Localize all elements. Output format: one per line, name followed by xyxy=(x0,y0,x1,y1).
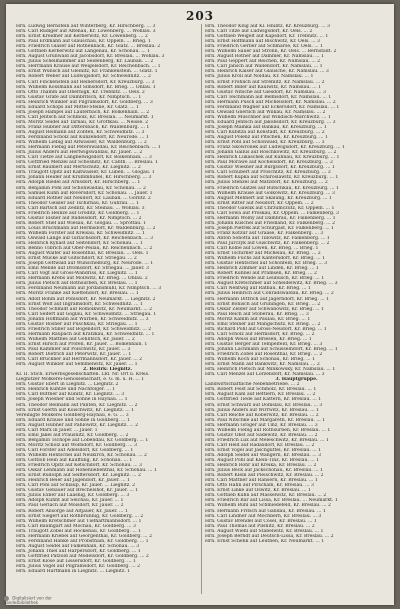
directory-entry: Hrn. Robert Kühnel auf Pramsen, Kr. Brieg. ... 2 xyxy=(205,271,317,277)
directory-entry: Hrn. Julius Vogel auf Pilgramsdorf, Kr. Goldberg. ... 2 xyxy=(16,564,141,570)
directory-entry: Hrn. Emil Mende auf Dromsdorf, Kr. Striegau. ... Jauer. 3 xyxy=(16,266,149,272)
directory-entry: Hrn. Friedrich Heinze auf Gröditz, Kr. Goldberg. ... 1 xyxy=(16,210,140,216)
directory-entry: Hrn. Gustav Brendel auf Cosel, Kr. Breslau. ... 1 xyxy=(205,518,317,524)
directory-entry: Hrn. Friedrich Gerber auf Schmarse, Kr. Oels. ... 1 xyxy=(205,44,324,50)
directory-entry: Hrn. Robert Biller auf Kaulwitz, Kr. Namslau. ... 1 xyxy=(205,84,322,90)
directory-entry: Hrn. Carl Vogt auf Gross-Wandriss, Kr. Liegnitz. ... 1 xyxy=(16,271,138,277)
directory-entry: Hrn. Julius Schellhammer auf Seidenberg, Kr. Lauban. ... 2 xyxy=(16,59,154,65)
directory-entry: Hrn. Moritz Seidel auf Tarnau, Kr. Grottkau. ... Neisse. 2 xyxy=(16,119,149,125)
directory-entry: Hrn. Oswald Gnerlich auf Wilkau, Kr. Namslau. ... 2 xyxy=(205,109,326,115)
directory-entry: Hrn. Julius Anders auf Hertwigswaldau, Kr. Jauer. ... 2 xyxy=(16,150,143,156)
directory-entry: Hrn. Carl Förster auf Adelsdorf, Kr. Goldberg. ... 1 xyxy=(16,447,134,453)
directory-entry: Hrn. Julius Exner auf Laasnig, Kr. Goldberg. ... 3 xyxy=(16,493,130,499)
directory-entry: Landwirtschaftliche Nebenbetriebe. ... 2 xyxy=(205,382,300,388)
directory-entry: Hrn. Julius Heinrich auf Conradswaldau, Kr. Brieg. ... 2 xyxy=(205,291,334,297)
directory-entry: Hrn. Johann Hoffmann auf Würben, Kr. Schweidnitz. ... 3 xyxy=(16,316,149,322)
directory-entry: Hrn. Paul Geppert auf Reichen, Kr. Namslau. ... 2 xyxy=(205,59,321,65)
directory-entry: Hrn. Gustav Hentschel auf Schönfeld, Kr. Brieg. ... 3 xyxy=(205,261,328,267)
directory-entry: Hrn. Gustav Rösner auf Puschkau, Kr. Striegau. ... 1 xyxy=(16,321,138,327)
directory-entry: Hrn. Gottlieb Kuhn auf Masselwitz, Kr. Breslau. ... 2 xyxy=(205,493,327,499)
directory-entry: Hrn. Robert Kupka auf Schiroslawitz, Kr. Kreuzburg. ... 1 xyxy=(205,175,339,181)
directory-entry: Hrn. Gustav Obst auf Sadewitz, Kr. Breslau. ... 2 xyxy=(205,432,318,438)
directory-entry: Hrn. Robert Klein auf Pleischwitz, Kr. Breslau. ... 2 xyxy=(205,473,324,479)
directory-entry: Hrn. Ernst Rudolph auf Seiffersdorf, Kr. Liegnitz. ... 2 xyxy=(16,473,141,479)
directory-entry: Hrn. Ernst Mann auf Bankwitz, Kr. Namslau. ... 2 xyxy=(205,362,320,368)
directory-entry: Hrn. August Mehnert auf Skalung, Kr. Kreuzburg. ... 1 xyxy=(205,195,332,201)
directory-entry: Hrn. Carl Tietze auf Langhelwigsdorf, Kr. Bolkenhain. ... 3 xyxy=(16,155,152,161)
directory-entry: Hrn. Paul Kammler auf Poischwitz, Kr. Jauer. ... 3 xyxy=(16,347,131,352)
directory-entry: Hrn. Hermann Dittrich auf Jägerndorf, Kr. Brieg. ... 1 xyxy=(205,296,330,302)
directory-entry: Hrn. Wilhelm Krause auf Golkowitz, Kr. Kreuzburg. ... 3 xyxy=(205,190,335,196)
directory-entry: Hrn. Hermann Krebs auf Mollwitz, Kr. Brieg. ... Ohlau. 2 xyxy=(16,276,148,282)
directory-entry: Hrn. Friedrich Glatzel auf Butschkau, Kr. Kreuzburg. ... 1 xyxy=(205,185,339,191)
directory-entry: Hrn. Eduard Rother auf Neudorf, Kr. Lauban. ... Görlitz. 2 xyxy=(16,195,151,201)
directory-entry: Hrn. Wilhelm Matthes auf Gohlitsch, Kr. Jauer. ... 2 xyxy=(16,336,135,342)
directory-entry: Hrn. Ernst Bönisch auf Grüningen, Kr. Brieg. ... 2 xyxy=(205,301,321,307)
directory-entry: Hrn. Hermann Fritsch auf Gandau, Kr. Breslau. ... 1 xyxy=(205,508,326,514)
directory-entry: Hrn. Wilhelm Kossmann auf Simsdorf, Kr. Brieg. ... Ohlau. 1 xyxy=(16,84,156,90)
directory-entry: Hrn. Eduard Hartmann in Liegnitz. ... Liegnitz. 1 xyxy=(16,569,131,575)
directory-entry: Hrn. Richard Pohl auf Gross-Neudorf, Kr. Brieg. ... 1 xyxy=(205,326,327,332)
directory-entry: Hrn. Moritz Scholz auf Wolfsdorf, Kr. Goldberg. ... 3 xyxy=(16,442,138,448)
directory-entry: Hrn. August Reimann auf Zobten, Kr. Schweidnitz. ... 3 xyxy=(16,129,145,135)
directory-entry: Hrn. Carl Kubitza auf Konstadt, Kr. Kreuzburg. ... 2 xyxy=(205,129,325,135)
directory-entry: Hrn. Adolf Böhm auf Pohlsdorf, Kr. Neumarkt. ... Liegnitz. 2 xyxy=(16,296,156,302)
directory-entry: Hrn. Moritz Kamm auf Paulau, Kr. Brieg. ... 1 xyxy=(205,316,311,322)
directory-entry: Hrn. Samuel Kühn auf Röversdorf, Kr. Schönau. ... Jauer. 1 xyxy=(16,190,153,196)
directory-entry: Hrn. Benjamin Pohl auf Schönwaldau, Kr. Schönau. ... 2 xyxy=(16,185,146,191)
directory-entry: Hrn. Johann Kuschel auf Friedland, Kr. Falkenberg. ... 2 xyxy=(205,220,336,226)
section-heading: 3. Hauptgruppe. xyxy=(275,377,318,383)
directory-entry: Hrn. Wilhelm Förster auf Kreisau, Kr. Schweidnitz. ... 1 xyxy=(16,230,145,236)
directory-entry: Hrn. Joseph Hampel auf Lauterbach, Kr. Bolkenhain. ... 2 xyxy=(16,109,150,115)
directory-entry: Hrn. Carl Finckenstein auf Reinersdorf, Kr. Kreuzburg. ... 3 xyxy=(16,79,155,85)
directory-entry: Hrn. Carl Seifert auf Goglau, Kr. Schweidnitz. ... Striegau. 1 xyxy=(16,311,157,317)
digitization-footer xyxy=(4,596,52,606)
directory-entry: Hrn. Wilhelm Fuchs auf Kantersdorf, Kr. Brieg. ... 1 xyxy=(205,256,326,262)
directory-entry: Hrn. August Rother auf Dammer, Kr. Namslau. ... 1 xyxy=(205,54,325,60)
directory-entry: Hrn. Wilhelm Fiebig auf Rothsürben, Kr. Breslau. ... 1 xyxy=(205,427,331,433)
directory-entry: Hrn. Joseph Gottwald auf Wünschelburg, Kr. Neurode. ... 1 xyxy=(16,261,154,267)
directory-entry: Hrn. Eduard Jentsch auf Jakobsdorf, Kr. Kreuzburg. ... 3 xyxy=(205,119,336,125)
directory-entry: Hrn. Carl Brückner auf Herrmannsdorf, Kr. Jauer. ... 2 xyxy=(16,357,143,363)
directory-entry: Hrn. Theodor Gawlik auf Chrzumczütz, Kr. Oppeln. ... 1 xyxy=(205,205,335,211)
directory-entry: Hrn. Benno Ulbrich auf Ober-Peilau, Kr. Reichenbach. ... 2 xyxy=(16,246,153,252)
directory-entry: Hrn. Heinrich Kuntze und Nachfolger. ... 1 xyxy=(16,387,116,393)
directory-entry: Hrn. Ernst Tschirner auf Michelau, Kr. Brieg. ... 2 xyxy=(205,251,321,257)
directory-entry: Hrn. Ernst Gierth auf Koischwitz, Kr. Liegnitz. ... 1 xyxy=(16,407,135,413)
directory-entry: Hrn. Gottfried Pätzold auf Modelsdorf, Kr. Goldberg. ... 2 xyxy=(16,553,149,559)
column-divider xyxy=(201,24,202,594)
directory-entry: Hrn. Friedrich Zobel auf Rosenthal, Kr. Brieg. ... 2 xyxy=(205,352,323,358)
directory-entry: Hrn. Paul Reich auf Stoberau, Kr. Brieg. ... 3 xyxy=(205,311,309,317)
directory-entry: Hrn. Ernst Ritter auf Neudorf, Kr. Oppeln. ... 2 xyxy=(205,200,314,206)
directory-entry: Hrn. Ludwig Bernstein auf Winterberg, Kr. Hirschberg. ... 3 xyxy=(16,24,156,29)
directory-entry: Hrn. Ernst Wolf auf Ingramsdorf, Kr. Schweidnitz. ... 1 xyxy=(16,301,143,307)
directory-entry: Hrn. Johann Lachmann auf Schüsselndorf, Kr. Brieg. ... 1 xyxy=(205,347,338,352)
directory-entry: Hrn. Adolph Seidel auf Wangern, Kr. Breslau. ... 3 xyxy=(205,452,322,458)
directory-entry: Hrn. Friedrich Gläser auf Rothenbach, Kr. Glatz. ... Breslau. 2 xyxy=(16,44,161,50)
directory-entry: Hrn. Carl Baumgart auf Mochau, Kr. Goldberg. ... 3 xyxy=(16,523,136,529)
directory-entry: Hrn. Carl Pohl auf Schlaup, Kr. Jauer. ... Liegnitz. 2 xyxy=(16,483,136,489)
directory-entry: Hrn. Carl Lindner auf Mochbern, Kr. Breslau. ... 3 xyxy=(205,513,322,519)
directory-entry: Hrn. Julius Beck auf Jackschönau, Kr. Breslau. ... 1 xyxy=(205,468,324,474)
directory-entry: Hrn. Ferdinand Scholz auf Kunzendorf, Kr. Neurode. ... 1 xyxy=(16,135,149,141)
directory-entry: Hrn. Paul Gerlach auf Moisdorf, Kr. Jauer. ... 2 xyxy=(16,503,124,509)
section-heading: 2. Bezirk: Liegnitz. xyxy=(83,367,132,373)
directory-entry: Hrn. Carl Bartsch auf Zedlitz, Kr. Steinau. ... Wohlau. 3 xyxy=(16,205,145,211)
directory-entry: Hrn. Benjamin Tschöpe auf Lobendau, Kr. Goldberg. ... 1 xyxy=(16,437,149,443)
document-page xyxy=(6,4,394,605)
directory-entry: Hrn. Wilhelm Buhl auf Schmiedefeld, Kr. Breslau. ... 2 xyxy=(205,503,331,509)
directory-entry: Hrn. Heinrich Beier auf Jägendorf, Kr. Jauer. ... 1 xyxy=(16,478,130,484)
directory-entry: Hrn. August Polenz auf Pitschen, Kr. Kreuzburg. ... 1 xyxy=(205,135,328,141)
directory-entry: Hrn. Carl Nentwig auf Rathau, Kr. Brieg. ... 1 xyxy=(205,286,311,292)
directory-entry: Hrn. Wilhelm Sauer auf Stronn, Kr. Oels. ... Bernstadt. 2 xyxy=(205,49,337,55)
directory-entry: Hrn. Friedrich Wende auf Leubusch, Kr. Brieg. ... 1 xyxy=(205,276,325,282)
directory-entry: Hrn. Julius Kroll auf Noldau, Kr. Namslau. ... 1 xyxy=(205,74,314,80)
directory-entry: Hrn. Heinrich Lukaschek auf Kuhnau, Kr. Kreuzburg. ... 1 xyxy=(205,155,340,161)
directory-entry: Hrn. Gustav Gräfe auf Dambritsch, Kr. Nimptsch. ... 1 xyxy=(16,94,142,100)
directory-entry: Hrn. Ernst Fröhlich auf Strehlitz, Kr. Namslau. ... 2 xyxy=(205,79,325,85)
directory-entry: Hrn. Ernst Pohl auf Schönwald, Kr. Kreuzburg. ... 3 xyxy=(205,140,325,146)
directory-entry: Hrn. Adolph Weiss auf Briesen, Kr. Brieg. ... 1 xyxy=(205,336,312,342)
directory-entry: Hrn. Ernst Kreidner auf Kerberwitz, Kr. Löwenberg. ... 2 xyxy=(16,34,148,40)
directory-entry: Hrn. Gottlob Hein auf Kauffung, Kr. Schönau. ... 1 xyxy=(16,458,133,464)
directory-entry: Hrn. Ferdinand Hanke auf Probsthain, Kr. Goldberg. ... 1 xyxy=(16,538,149,544)
directory-entry: Hrn. Emil Jäkel auf Prausnitz, Kr. Goldberg. ... 2 xyxy=(16,432,129,438)
directory-entry: Hrn. Franz Skowronek auf Ludwigsdorf, Kr. Kreuzburg. ... 1 xyxy=(205,145,345,151)
directory-entry: Hrn. Theodor Geisler auf Tschirnau, Kr. Guhrau. ... 1 xyxy=(16,200,139,206)
page-number: 203 xyxy=(185,9,215,23)
directory-entry: Hrn. Friedrich Stiller auf Bögendorf, Kr. Schweidnitz. ... 2 xyxy=(16,326,152,332)
directory-entry: Hrn. Gustav Elsner auf Rudelsdorf, Kr. Nimptsch. ... 2 xyxy=(16,215,142,221)
directory-entry: Hrn. Robert Ansorge auf Altjauer, Kr. Jauer. ... 1 xyxy=(16,508,128,514)
directory-entry: Hrn. Traugott Zobel auf Hockenau, Kr. Goldberg. ... 1 xyxy=(16,528,142,534)
directory-entry: Hrn. Carl Rüdiger auf Altenau, Kr. Löwenberg. ... Wohlau. 3 xyxy=(16,29,156,35)
directory-entry: Hrn. Ernst Baumert auf Mertschütz, Kr. Liegnitz. ... 2 xyxy=(16,165,141,171)
directory-entry: Hrn. Julius Anders auf Wirrwitz, Kr. Breslau. ... 1 xyxy=(205,407,320,413)
directory-entry: Hrn. Oswald Lange auf Girlachsdorf, Kr. Reichenbach. ... 3 xyxy=(16,235,154,241)
directory-entry: Hrn. August Walter auf Rosenthal, Kr. Breslau. ... Oels. 1 xyxy=(16,251,149,257)
directory-entry: Hrn. Gottfried Tiede auf Kattern, Kr. Breslau. ... 1 xyxy=(205,397,322,403)
directory-entry: Hrn. Gustav Nitsche auf Giesdorf, Kr. Namslau. ... 3 xyxy=(205,89,326,95)
directory-entry: Hrn. August Kretschmer auf Scheidelwitz, Kr. Brieg. ... 3 xyxy=(205,281,338,287)
directory-entry: Hrn. August Pohl auf Klein-Tinz, Kr. Breslau. ... 1 xyxy=(205,458,320,464)
directory-entry: Hrn. Paul Morawe auf Kochelsdorf, Kr. Kreuzburg. ... 2 xyxy=(205,160,333,166)
directory-entry: Liegnitzer Molkerei-Genossenschaft, e. G. m. u. H. ... 1 xyxy=(16,377,145,383)
directory-entry: Hrn. Ernst Linke auf Oswitz, Kr. Breslau. ... 1 xyxy=(205,488,311,494)
directory-entry: Hrn. Franz Hübner auf Dittersbach, Kr. Waldenburg. ... 1 xyxy=(16,124,150,130)
directory-entry: Hrn. Carl Schubert auf Proschlitz, Kr. Kreuzburg. ... 3 xyxy=(205,170,331,176)
footer-line-2: Landesbibliothek xyxy=(4,600,39,606)
directory-entry: Hrn. Carl Jentsch auf Schmolz, Kr. Breslau. ... Neumarkt. 1 xyxy=(16,114,154,120)
directory-entry: Hrn. Theodor Reimann auf Panten, Kr. Liegnitz. ... 2 xyxy=(16,402,138,408)
directory-entry: Hrn. Theodor Schmidt auf Romolkwitz, Kr. Neumarkt. ... 2 xyxy=(16,306,153,312)
directory-entry: Hrn. Friedrich Lux auf Meleschwitz, Kr. Breslau. ... 1 xyxy=(205,437,329,443)
directory-entry: Hrn. Eduard Krause und Söhne in Goldberg. ... 1 xyxy=(16,417,131,423)
directory-entry: Hrn. Adolph Riedel auf Arnsdorf, Kr. Hirschberg. ... 1 xyxy=(16,180,141,186)
directory-entry: Hrn. Carl Marx in Jauer. ... Jauer. 1 xyxy=(16,427,98,433)
directory-entry: Hrn. Ernst Mücke auf Gutschdorf, Kr. Striegau. ... 2 xyxy=(16,256,137,262)
directory-entry: Kl. II. Stich. Erwerbsgesellschaften. Lfd. Nr. Ort u. Kreis. xyxy=(16,372,150,378)
directory-entry: Hrn. Hermann Fiebig auf Peterswaldau, Kr. Reichenbach. ... 1 xyxy=(16,145,161,151)
directory-entry: Hrn. Hermann Raupach auf Kratzkau, Kr. Schweidnitz. ... 1 xyxy=(16,331,155,337)
directory-entry: Hrn. Paul Thomas auf Pilsnitz, Kr. Breslau. ... 2 xyxy=(205,523,315,529)
directory-entry: Hrn. Louis Bruchmann auf Hermsdorf, Kr. Waldenburg. ... 2 xyxy=(16,225,156,231)
directory-entry: Hrn. Robert Stief auf Wiesau, Kr. Glogau. ... Sprottau. 1 xyxy=(16,220,147,226)
directory-entry: Hrn. Gustav Wiesner auf Bürgsdorf, Kr. Kreuzburg. ... 1 xyxy=(205,165,335,171)
directory-entry: Hrn. Joseph Pietrek auf Schurgast, Kr. Falkenberg. ... 1 xyxy=(205,225,334,231)
directory-entry: Hrn. Anton Sobotta auf Tillowitz, Kr. Falkenberg. ... 1 xyxy=(205,235,330,241)
left-column xyxy=(16,24,199,594)
directory-entry: Hrn. August Seidel auf Falkenhain, Kr. Schönau. ... 3 xyxy=(16,543,140,549)
directory-entry: Hrn. Joseph Mainka auf Bankau, Kr. Kreuzburg. ... 1 xyxy=(205,124,327,130)
directory-entry: Hrn. Herrmann Krause auf Weigelsdorf, Kr. Reichenbach. ... 1 xyxy=(16,64,161,70)
directory-entry: Hrn. Hermann Pusch auf Michelsdorf, Kr. Namslau. ... 2 xyxy=(205,99,336,105)
directory-entry: Hrn. Carl Teichmann auf Belmsdorf, Kr. Namslau. ... 1 xyxy=(205,94,332,100)
directory-entry: Hrn. Carl Kolbe auf Löwen, Kr. Brieg. ... Brieg. 1 xyxy=(205,246,319,252)
directory-entry: Hrn. Gottlieb Weigelt auf Kapsdorf, Kr. Trebnitz. ... 1 xyxy=(205,34,329,40)
directory-entry: Hrn. Heinrich Kynast auf Seitendorf, Kr. Schönau. ... 1 xyxy=(16,241,143,247)
directory-entry: Hrn. Ernst Schwarz auf Domslau, Kr. Breslau. ... 3 xyxy=(205,402,323,408)
directory-entry: Hrn. Ernst Hoffmann auf Bischwitz, Kr. Oels. ... 3 xyxy=(205,39,320,45)
directory-entry: Hrn. Carl Titze auf Ludwigsdorf, Kr. Oels. ... 2 xyxy=(205,29,313,35)
directory-entry: Hrn. August Winkler auf Semmelwitz, Kr. Jauer. ... 1 xyxy=(16,362,138,368)
directory-entry: Hrn. Julius Pietsch auf Rothsürben, Kr. Breslau. ... 1 xyxy=(16,281,138,287)
directory-entry: Hrn. Ernst Hirsch auf Profen, Kr. Jauer. ... Bolkenhain. 1 xyxy=(16,341,148,347)
directory-entry: Hrn. Carl Jänsch auf Wallendorf, Kr. Namslau. ... 1 xyxy=(205,64,323,70)
directory-entry: Hrn. Heinrich Kaiser auf Glausche, Kr. Namslau. ... 3 xyxy=(205,69,329,75)
directory-entry: Hrn. Otto Hahn auf Pirscham, Kr. Breslau. ... 3 xyxy=(205,483,314,489)
directory-entry: Hrn. Paul Jurczyk auf Guschwitz, Kr. Falkenberg. ... 2 xyxy=(205,241,330,247)
directory-entry: Hrn. Paul Nitschke auf Margareth, Kr. Breslau. ... 1 xyxy=(205,417,326,423)
directory-entry: Hrn. August Hübner auf Pahlowitz, Kr. Liegnitz. ... 2 xyxy=(16,422,139,428)
directory-entry: Hrn. Eduard Schöps auf Mittel-Steine, Kr. Glatz. ... 1 xyxy=(16,104,139,110)
directory-entry: Hrn. Franz Kotzur auf Graase, Kr. Falkenberg. ... 3 xyxy=(205,230,324,236)
directory-entry: Hrn. Gottfried Menzel auf Schosnitz, Kr. Canth. ... Breslau. 1 xyxy=(16,160,158,166)
directory-entry: Hrn. Carl Reiche auf Koberwitz, Kr. Breslau. ... 2 xyxy=(205,412,319,418)
directory-entry: Hrn. Carl Mattner auf Ransern, Kr. Breslau. ... 1 xyxy=(205,478,318,484)
directory-entry: Hrn. Heinrich Zimmer auf Linden, Kr. Brieg. ... 1 xyxy=(205,266,319,272)
directory-entry: Hrn. Heinrich Röhr auf Kreika, Kr. Breslau. ... 2 xyxy=(205,463,317,469)
directory-entry: Hrn. Carl Büttner auf Kunitz, Kr. Liegnitz. ... 3 xyxy=(16,392,125,398)
directory-entry: Hrn. Gustav Gebauer auf Brechelshof, Kr. Jauer. ... 1 xyxy=(16,488,139,494)
directory-entry: Hrn. Traugott Opitz auf Kaltwasser, Kr. Lüben. ... Glogau. 1 xyxy=(16,170,155,176)
directory-entry: Hrn. Carl Held auf Radaxdorf, Kr. Breslau. ... 2 xyxy=(205,442,315,448)
directory-entry: Hrn. August Kahl auf Bettlern, Kr. Breslau. ... 2 xyxy=(205,392,316,398)
directory-entry: Hrn. Emil Steiner auf Mangschütz, Kr. Brieg. ... 2 xyxy=(205,321,321,327)
directory-entry: Hrn. August Wiehl auf Stabelwitz, Kr. Breslau. ... 1 xyxy=(205,528,324,534)
directory-entry: Hrn. Carl Sowa auf Proskau, Kr. Oppeln. ... Falkenberg. 3 xyxy=(205,210,339,216)
directory-entry: Hrn. Julius Stenzel auf Matzdorf, Kr. Kreuzburg. ... 2 xyxy=(205,180,328,186)
directory-entry: Hrn. Joseph Berndt auf Deutsch-Lissa, Kr. Breslau. ... 2 xyxy=(205,533,334,539)
directory-entry: Hrn. Carl Menzel auf Lorzendorf, Kr. Namslau. ... 3 xyxy=(205,372,325,378)
directory-entry: Hrn. Hermann Gröger auf Tinz, Kr. Breslau. ... 3 xyxy=(205,422,318,428)
directory-entry: Vereinigte Molkerei Goldberg-Haynau, e. G. ... 3 xyxy=(16,412,129,418)
directory-entry: Hrn. Carl Scholz auf Hermsdorf, Kr. Brieg. ... 2 xyxy=(205,331,315,337)
directory-entry: Hrn. Ernst Klose auf Leisersdorf, Kr. Goldberg. ... 1 xyxy=(16,558,136,564)
footer-line-1: Digitalisiert von der xyxy=(12,595,52,601)
directory-entry: Hrn. Theodor Klug auf Kl. Hnilitz, Kr. Kreuzburg. ... 3 xyxy=(205,24,330,29)
directory-entry: Hrn. Hermann Wolny auf Dambrau, Kr. Falkenberg. ... 1 xyxy=(205,215,336,221)
directory-entry: Hrn. Wilhelm Liebig auf Altwasser, Kr. Waldenburg. ... 2 xyxy=(16,140,147,146)
directory-entry: Hrn. Otto Thamm auf Obernigk, Kr. Trebnitz. ... Oels. 2 xyxy=(16,89,145,95)
directory-entry: Hrn. Paul Erdmann auf Glauschau, Kr. Oppeln. ... Brieg. 1 xyxy=(16,39,151,45)
directory-entry: Hrn. Oskar Lehmann auf Hohenliebenthal, Kr. Schönau. ... 1 xyxy=(16,468,157,474)
directory-entry: Hrn. August Grunwald auf Jacobsdorf, Kr. Breslau. ... Wohlau. 3 xyxy=(16,54,165,60)
directory-entry: Hrn. Gustav Berger auf Tempelfeld, Kr. Brieg. ... 3 xyxy=(205,341,323,347)
directory-entry: Hrn. Ernst Siegert auf Rothbrünnig, Kr. Goldberg. ... 2 xyxy=(16,513,144,519)
directory-entry: Hrn. Johann Thiel auf Harpersdorf, Kr. Goldberg. ... 1 xyxy=(16,548,141,554)
directory-entry: Hrn. Adolph Kuhnt auf Seichau, Kr. Jauer. ... 1 xyxy=(16,498,124,504)
directory-entry: Hrn. Robert Dietrich auf Peterwitz, Kr. Jauer. ... 1 xyxy=(16,352,132,358)
directory-entry: Hrn. Oskar Zelder auf Schwanowitz, Kr. Brieg. ... 1 xyxy=(205,306,325,312)
directory-entry: Hrn. Wilhelm Koch auf Schönau, Kr. Brieg. ... 1 xyxy=(205,357,315,363)
directory-entry: Hrn. Johann Heider auf Krummhübel, Kr. Hirschberg. ... 3 xyxy=(16,175,152,181)
directory-entry: Hrn. Ferdinand Neumann auf Jordansmühl, Kr. Nimptsch. ... 3 xyxy=(16,286,162,292)
directory-entry: Hrn. Joseph Wiesner und Söhne in Haynau. ... 1 xyxy=(16,397,128,403)
directory-entry: Hrn. Ernst Wunsch auf Gleinitz, Kr. Frankenstein. ... Glatz. 1 xyxy=(16,69,158,75)
right-column xyxy=(205,24,388,594)
directory-entry: Hrn. Robert Feist auf Schmolz, Kr. Breslau. ... 1 xyxy=(205,387,317,393)
directory-entry: Hrn. Wilhelm Kretschmer auf Tiefhartmannsdorf. ... 1 xyxy=(16,518,142,524)
directory-entry: Hrn. Moritz Franke auf Klettendorf, Kr. Breslau. ... 1 xyxy=(16,291,139,297)
directory-entry: Hrn. Ferdinand Wagner auf Eckersdorf, Kr. Namslau. ... 1 xyxy=(205,104,340,110)
directory-entry: Hrn. Gottlieb Kerberwitz auf Langenau, Kr. Schönau. ... 1 xyxy=(16,49,151,55)
directory-entry: Hrn. Ernst Schenk auf Leuthen, Kr. Neumarkt. ... 1 xyxy=(205,538,325,544)
directory-entry: Hrn. Friedrich Bär auf Lissa, Kr. Breslau. ... Neumarkt. 1 xyxy=(205,498,338,504)
directory-entry: Hrn. Heinrich Winkler auf Pilgramsdorf, Kr. Goldberg. ... 3 xyxy=(16,99,153,105)
directory-entry: Hrn. Hermann Kriebel auf Georgenthal, Kr. Goldberg. ... 2 xyxy=(16,533,153,539)
directory-entry: Hrn. Robert Weber auf Ludwigsdorf, Kr. Schweidnitz. ... 2 xyxy=(16,74,151,80)
directory-entry: Hrn. Johann Gallus auf Roschkowitz, Kr. Kreuzburg. ... 2 xyxy=(205,150,337,156)
directory-entry: Hrn. Ernst Vogel auf Jäschgüttel, Kr. Breslau. ... 1 xyxy=(205,447,322,453)
directory-entry: Hrn. Gustav Ebert in Liegnitz. ... Liegnitz. 2 xyxy=(16,382,119,388)
directory-entry: Hrn. Heinrich Pietsch auf Minkowsky, Kr. Namslau. ... 1 xyxy=(205,367,336,373)
directory-entry: Hrn. Friedrich Opitz auf Ketschdorf, Kr. Schönau. ... 3 xyxy=(16,463,142,469)
directory-entry: Hrn. Wilhelm Muschner auf Windisch-Marchwitz. ... 1 xyxy=(205,114,331,120)
directory-entry: Hrn. Wilhelm Hentschel auf Neukirch, Kr. Schönau. ... 2 xyxy=(16,452,147,458)
